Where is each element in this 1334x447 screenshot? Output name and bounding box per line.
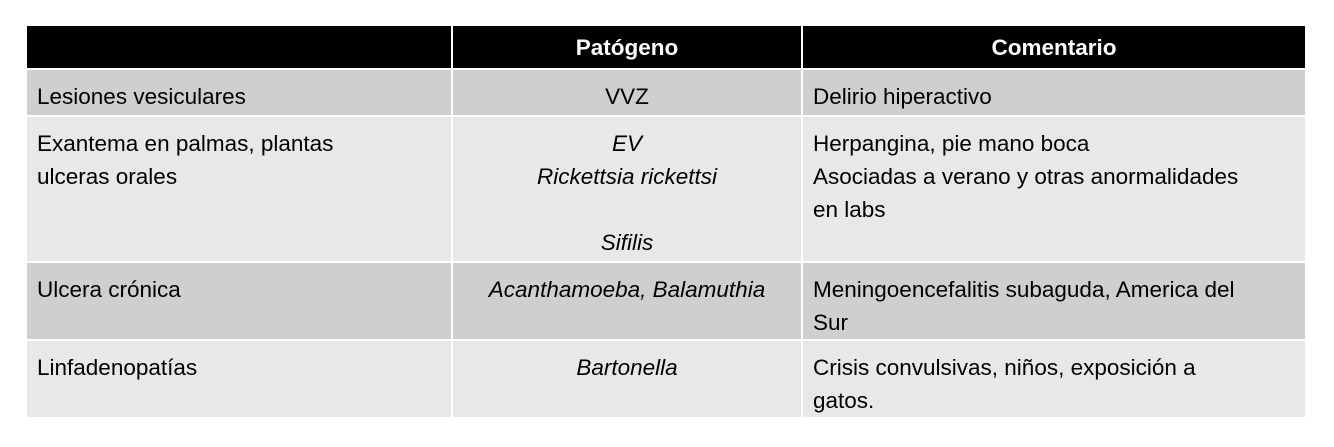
finding-text: Exantema en palmas, plantas xyxy=(37,131,334,156)
header-comment: Comentario xyxy=(802,25,1306,69)
table-row xyxy=(26,262,1306,340)
pathogen-cell xyxy=(452,340,802,418)
pathogen-text: EV xyxy=(611,131,642,156)
pathogen-text: Rickettsia rickettsi xyxy=(536,164,718,189)
comment-text: Meningoencefalitis subaguda, America del xyxy=(813,277,1235,302)
pathogen-cell xyxy=(452,69,802,116)
finding-text: Linfadenopatías xyxy=(37,355,198,380)
comment-cell xyxy=(802,262,1306,340)
pathogen-blank-line xyxy=(463,193,791,226)
pathogen-text: Bartonella xyxy=(576,355,678,380)
header-row xyxy=(26,25,1306,69)
pathogen-table xyxy=(25,24,1307,419)
pathogen-text: Acanthamoeba, Balamuthia xyxy=(488,277,766,302)
header-empty-cell xyxy=(26,25,452,69)
comment-text: Delirio hiperactivo xyxy=(813,84,992,109)
comment-text: gatos. xyxy=(813,388,875,413)
comment-text: Crisis convulsivas, niños, exposición a xyxy=(813,355,1196,380)
header-pathogen: Patógeno xyxy=(452,25,802,69)
pathogen-cell xyxy=(452,116,802,262)
comment-text: Asociadas a verano y otras anormalidades xyxy=(813,164,1239,189)
table-row xyxy=(26,69,1306,116)
comment-cell xyxy=(802,69,1306,116)
pathogen-cell xyxy=(452,262,802,340)
pathogen-text: Sifilis xyxy=(600,230,654,255)
table-row xyxy=(26,116,1306,262)
pathogen-text: VVZ xyxy=(605,84,649,109)
comment-cell xyxy=(802,116,1306,262)
finding-text: Ulcera crónica xyxy=(37,277,181,302)
finding-cell xyxy=(26,340,452,418)
table-header xyxy=(26,25,1306,69)
comment-text: Herpangina, pie mano boca xyxy=(813,131,1090,156)
finding-text: ulceras orales xyxy=(37,164,178,189)
comment-cell xyxy=(802,340,1306,418)
finding-text: Lesiones vesiculares xyxy=(37,84,246,109)
finding-cell xyxy=(26,262,452,340)
comment-text: en labs xyxy=(813,197,886,222)
finding-cell xyxy=(26,69,452,116)
comment-text: Sur xyxy=(813,310,849,335)
finding-cell xyxy=(26,116,452,262)
table-row xyxy=(26,340,1306,418)
